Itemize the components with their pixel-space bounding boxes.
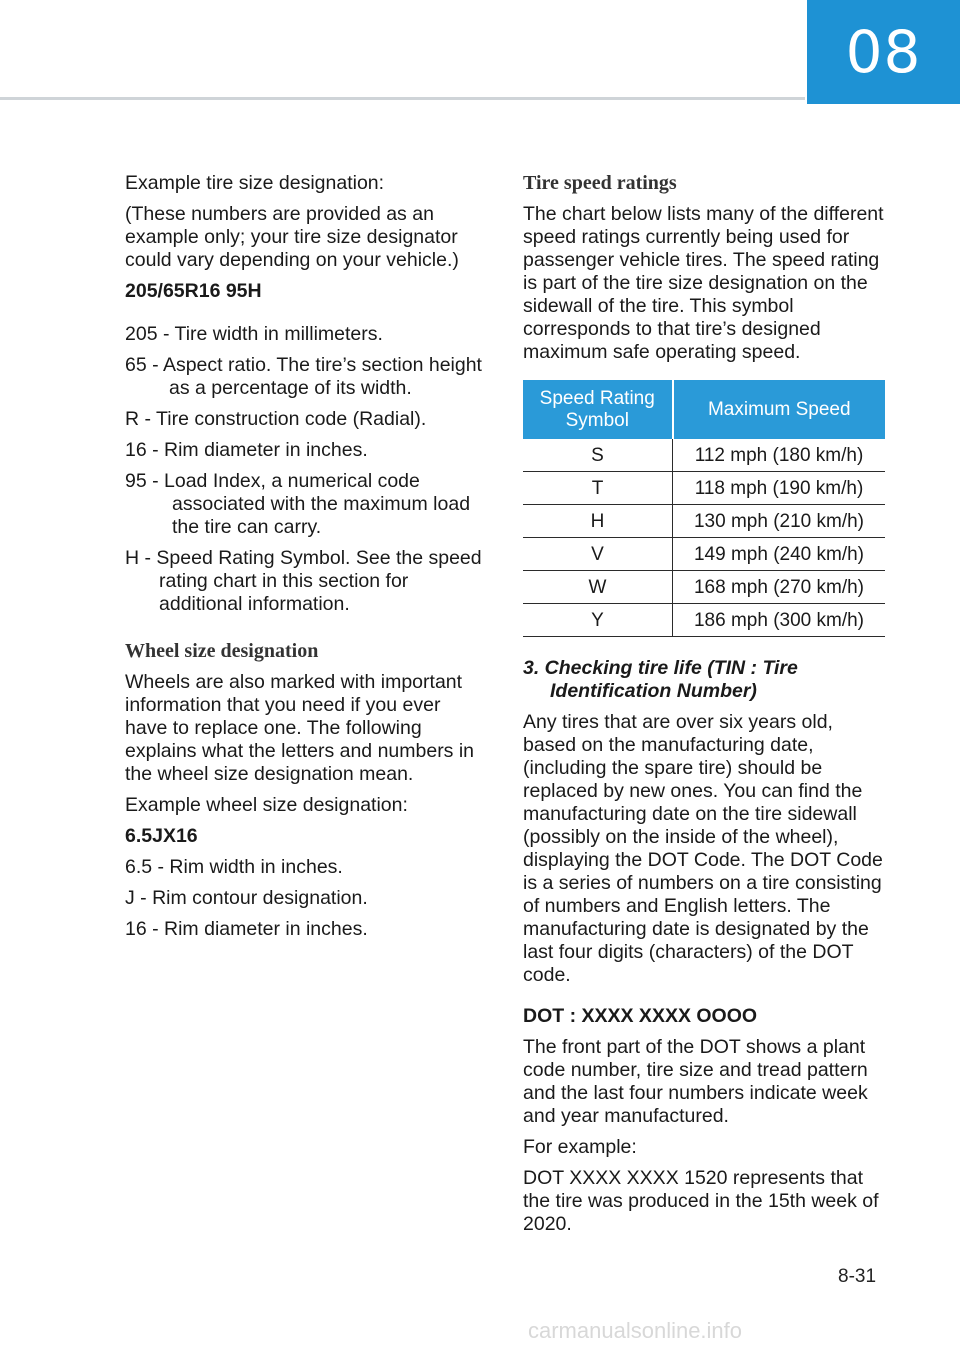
watermark: carmanualsonline.info (528, 1318, 743, 1343)
dot-text: The front part of the DOT shows a plant code number, tire size and tread pattern and the last four numbers indicate week and year manufactured. (523, 1036, 868, 1127)
wheel-def-width: 6.5 - Rim width in inches. (125, 856, 343, 878)
wheel-def-diameter: 16 - Rim diameter in inches. (125, 918, 368, 940)
table-cell: S (523, 439, 673, 472)
table-cell: T (523, 472, 673, 505)
wheel-text: Wheels are also marked with important information that you need if you ever have to replace one. The following explains what the letters and numbers in the wheel size designation mean. (125, 671, 475, 785)
wheel-code: 6.5JX16 (125, 825, 198, 847)
speed-heading: Tire speed ratings (523, 172, 677, 194)
for-example: For example: (523, 1136, 637, 1158)
table-row (523, 604, 885, 637)
table-cell: 149 mph (240 km/h) (673, 538, 886, 571)
example-intro: Example tire size designation: (125, 172, 385, 194)
step-heading: 3. Checking tire life (TIN : Tire Identification Number) (523, 657, 798, 702)
tire-def-load: 95 - Load Index, a numerical code associated with the maximum load the tire can carry. (125, 470, 471, 538)
dot-code: DOT : XXXX XXXX OOOO (523, 1005, 758, 1027)
example-note: (These numbers are provided as an example only; your tire size designator could vary depending on your vehicle.) (125, 203, 459, 271)
wheel-def-contour: J - Rim contour designation. (125, 887, 368, 909)
table-row (523, 472, 885, 505)
tire-def-aspect: 65 - Aspect ratio. The tire’s section height as a percentage of its width. (125, 354, 482, 399)
example-text: DOT XXXX XXXX 1520 represents that the tire was produced in the 15th week of 2020. (523, 1167, 879, 1235)
table-cell: 186 mph (300 km/h) (673, 604, 886, 637)
table-header-symbol: Speed Rating Symbol (523, 380, 673, 439)
table-cell: 168 mph (270 km/h) (673, 571, 886, 604)
header-rule (0, 97, 805, 100)
table-row (523, 505, 885, 538)
tire-def-rim: 16 - Rim diameter in inches. (125, 439, 368, 461)
tire-def-construction: R - Tire construction code (Radial). (125, 408, 427, 430)
table-row (523, 439, 885, 472)
wheel-example-intro: Example wheel size designation: (125, 794, 408, 816)
table-cell: Y (523, 604, 673, 637)
table-cell: 118 mph (190 km/h) (673, 472, 886, 505)
table-cell: V (523, 538, 673, 571)
chapter-tab: 08 (807, 0, 960, 104)
right-column (523, 172, 888, 1244)
table-row (523, 538, 885, 571)
table-cell: H (523, 505, 673, 538)
table-header-speed: Maximum Speed (673, 380, 886, 439)
table-cell: 130 mph (210 km/h) (673, 505, 886, 538)
speed-text: The chart below lists many of the different speed ratings currently being used for passenger vehicle tires. The speed rating is part of the tire size designation on the sidewall of the tire. This symbol corresponds to that tire’s designed maximum safe operating speed. (523, 203, 884, 363)
left-column (125, 172, 485, 949)
step-text: Any tires that are over six years old, based on the manufacturing date, (including the spare tire) should be replaced by new ones. You can find the manufacturing date on the tire sidewall (possibly on the inside of the wheel), displaying the DOT Code. The DOT Code is a series of numbers on a tire consisting of numbers and English letters. The manufacturing date is designated by the last four digits (characters) of the DOT code. (523, 711, 883, 986)
table-cell: W (523, 571, 673, 604)
tire-code: 205/65R16 95H (125, 280, 262, 302)
page-number: 8-31 (838, 1266, 877, 1287)
table-row (523, 571, 885, 604)
wheel-heading: Wheel size designation (125, 640, 319, 662)
tire-def-speed: H - Speed Rating Symbol. See the speed rating chart in this section for additional information. (125, 547, 482, 615)
speed-rating-table (523, 380, 885, 637)
table-cell: 112 mph (180 km/h) (673, 439, 886, 472)
tire-def-width: 205 - Tire width in millimeters. (125, 323, 383, 345)
